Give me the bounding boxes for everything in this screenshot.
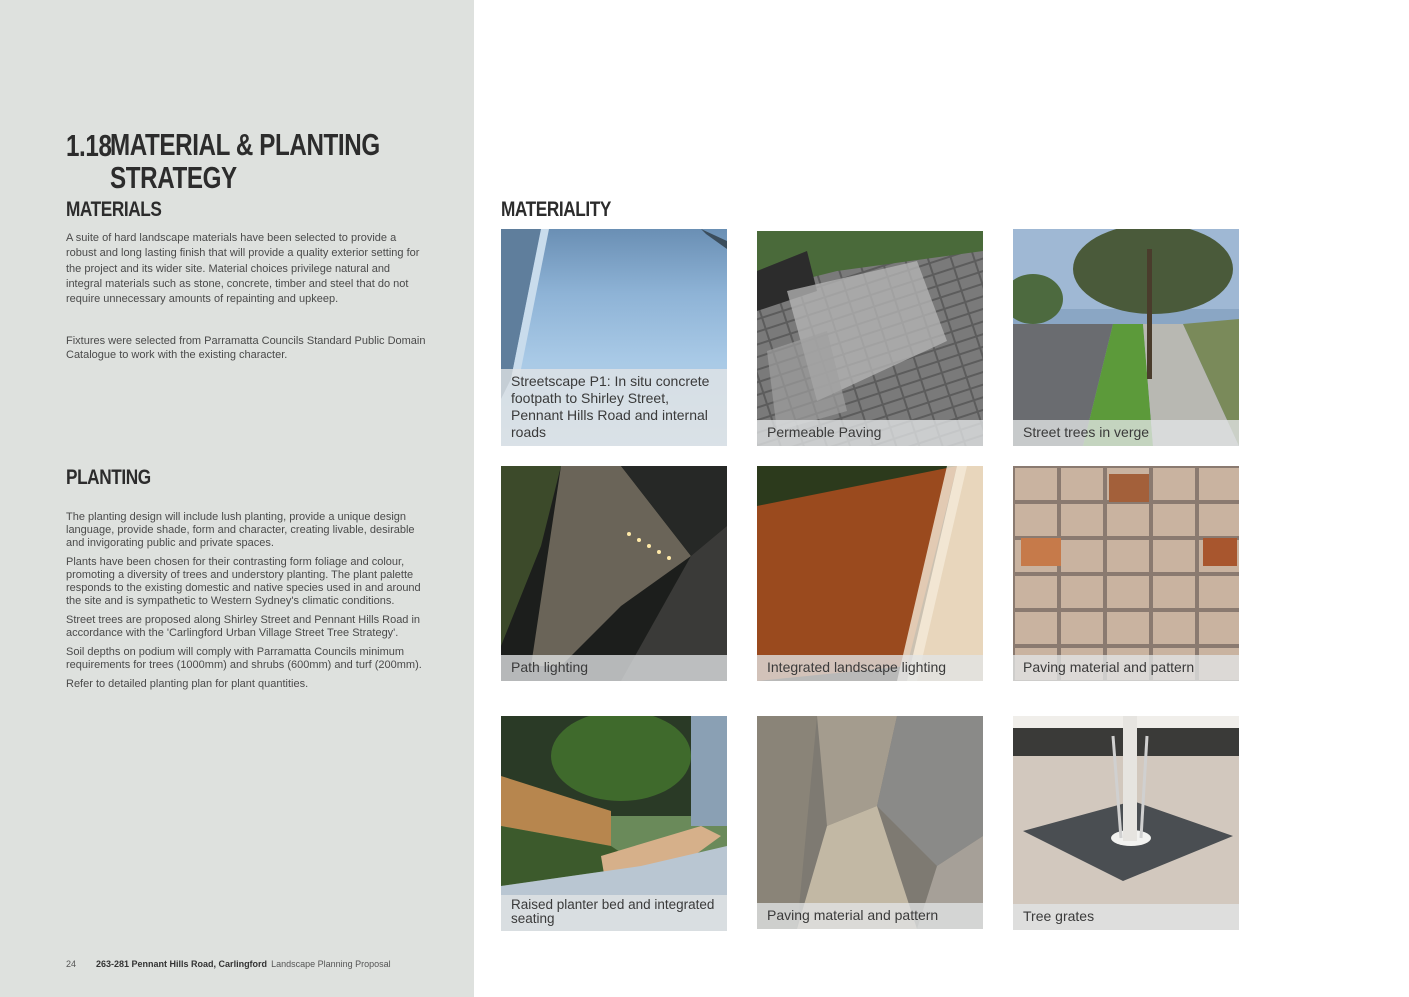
materials-paragraph-2: Fixtures were selected from Parramatta Councils Standard Public Domain Catalogue to work with the existing character. [66,335,426,361]
footer-document-title: Landscape Planning Proposal [271,959,391,969]
page-footer [66,959,391,969]
photo-caption: Paving material and pattern [1013,655,1239,681]
photo-paving-pattern-2-image [757,716,983,929]
section-number: 1.18 [66,128,112,163]
photo-caption: Paving material and pattern [757,903,983,929]
photo-concrete-footpath [501,229,727,446]
photo-tree-grates-image [1013,716,1239,930]
photo-caption: Tree grates [1013,904,1239,930]
photo-landscape-lighting-image [757,466,983,681]
photo-street-trees [1013,229,1239,446]
photo-tree-grates [1013,716,1239,930]
photo-raised-planter [501,716,727,931]
photo-caption: Street trees in verge [1013,420,1239,446]
page-number: 24 [66,959,77,969]
photo-path-lighting-image [501,466,727,681]
photo-paving-pattern-1-image [1013,466,1239,681]
planting-paragraph: The planting design will include lush planting, provide a unique design language, provide shade, form and character, creating livable, desirable and invigorating public and private spaces. [66,511,415,549]
photo-paving-pattern-2 [757,716,983,929]
photo-street-trees-image [1013,229,1239,446]
photo-caption: Permeable Paving [757,420,983,446]
planting-heading: PLANTING [66,466,151,489]
photo-permeable-paving-image [757,231,983,446]
photo-caption: Integrated landscape lighting [757,655,983,681]
planting-paragraph: Street trees are proposed along Shirley Street and Pennant Hills Road in accordance with the 'Carlingford Urban Village Street Tree Strategy'. [66,614,421,639]
photo-paving-pattern-1 [1013,466,1239,681]
footer-address: 263-281 Pennant Hills Road, Carlingford [96,959,268,969]
left-panel [0,0,474,997]
page-title [110,128,380,194]
photo-permeable-paving [757,231,983,446]
planting-paragraph: Refer to detailed planting plan for plant quantities. [66,678,309,690]
materiality-heading: MATERIALITY [501,198,611,221]
planting-paragraph: Soil depths on podium will comply with Parramatta Councils minimum requirements for trees (1000mm) and shrubs (600mm) and turf (200mm). [66,646,422,671]
photo-landscape-lighting [757,466,983,681]
planting-text [66,511,426,697]
page-title-line-1: MATERIAL & PLANTING [110,127,380,162]
photo-caption: Raised planter bed and integrated seating [501,895,727,931]
planting-paragraph: Plants have been chosen for their contrasting form foliage and colour, promoting a diversity of trees and understory planting. The plant palette responds to the existing domestic and native species used in and around the site and is sympathetic to Western Sydney's climatic conditions. [66,556,421,607]
photo-caption: Path lighting [501,655,727,681]
materials-paragraph-1: A suite of hard landscape materials have been selected to provide a robust and long lasting finish that will provide a quality exterior setting for the project and its wider site. Material choices privilege natural and integral materials such as stone, concrete, timber and steel that do not require unnecessary amounts of repainting and upkeep. [66,232,420,306]
photo-caption: Streetscape P1: In situ concrete footpath to Shirley Street, Pennant Hills Road and internal roads [501,369,727,446]
photo-path-lighting [501,466,727,681]
page-title-line-2: STRATEGY [110,160,237,195]
materials-heading: MATERIALS [66,198,162,221]
